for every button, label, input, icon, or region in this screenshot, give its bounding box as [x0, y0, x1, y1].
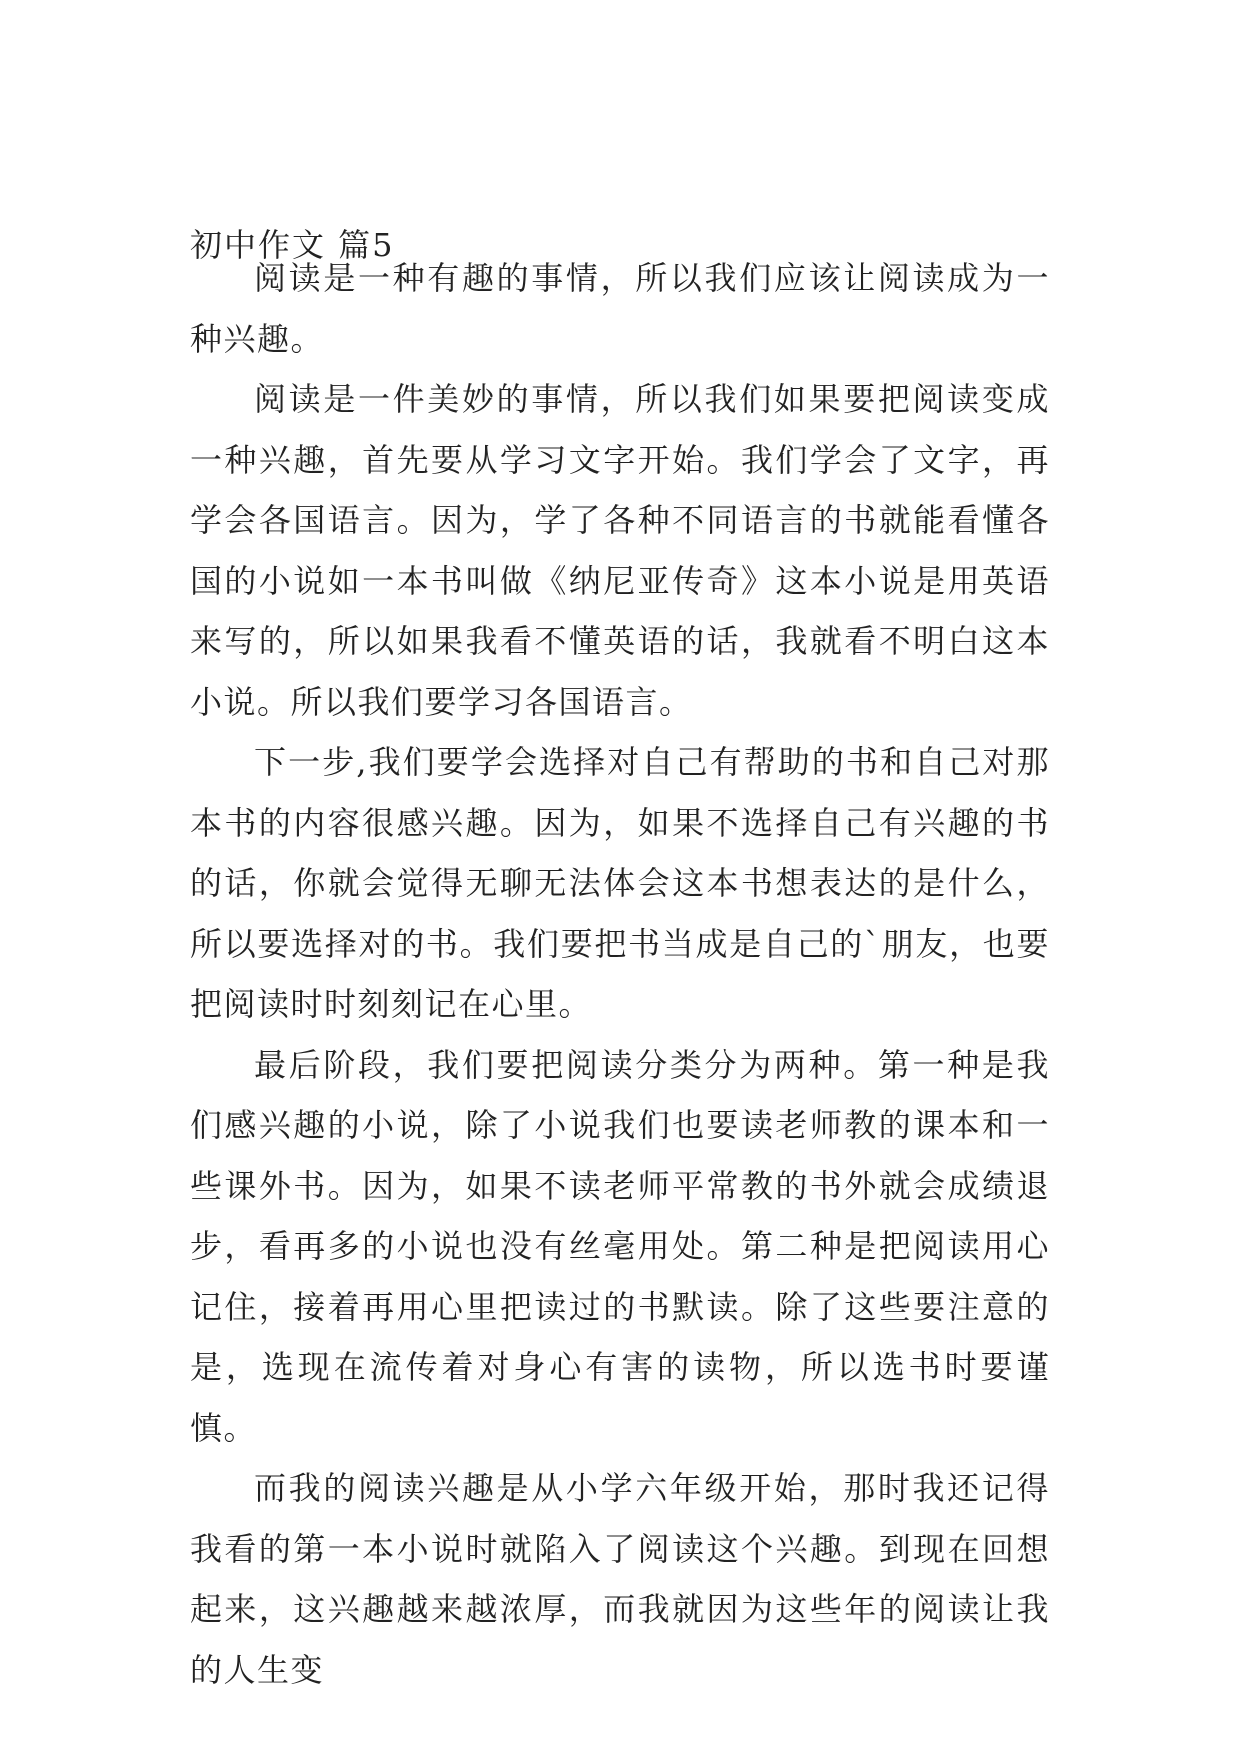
paragraph-4: 最后阶段，我们要把阅读分类分为两种。第一种是我们感兴趣的小说，除了小说我们也要读老师教的课本和一些课外书。因为，如果不读老师平常教的书外就会成绩退步，看再多的小说也没有丝毫用处。第二种是把阅读用心记住，接着再用心里把读过的书默读。除了这些要注意的是，选现在流传着对身心有害的读物，所以选书时要谨慎。	[190, 1045, 1050, 1447]
document-body	[190, 248, 1050, 1700]
document-title: 初中作文 篇5	[190, 226, 395, 264]
paragraph-3: 下一步,我们要学会选择对自己有帮助的书和自己对那本书的内容很感兴趣。因为，如果不选择自己有兴趣的书的话，你就会觉得无聊无法体会这本书想表达的是什么，所以要选择对的书。我们要把书当成是自己的`朋友，也要把阅读时时刻刻记在心里。	[190, 743, 1050, 1023]
paragraph-1: 阅读是一种有趣的事情，所以我们应该让阅读成为一种兴趣。	[190, 259, 1050, 358]
paragraph-5: 而我的阅读兴趣是从小学六年级开始，那时我还记得我看的第一本小说时就陷入了阅读这个兴趣。到现在回想起来，这兴趣越来越浓厚，而我就因为这些年的阅读让我的人生变	[190, 1469, 1050, 1689]
paragraph-2: 阅读是一件美妙的事情，所以我们如果要把阅读变成一种兴趣，首先要从学习文字开始。我们学会了文字，再学会各国语言。因为，学了各种不同语言的书就能看懂各国的小说如一本书叫做《纳尼亚传奇》这本小说是用英语来写的，所以如果我看不懂英语的话，我就看不明白这本小说。所以我们要学习各国语言。	[190, 380, 1050, 721]
